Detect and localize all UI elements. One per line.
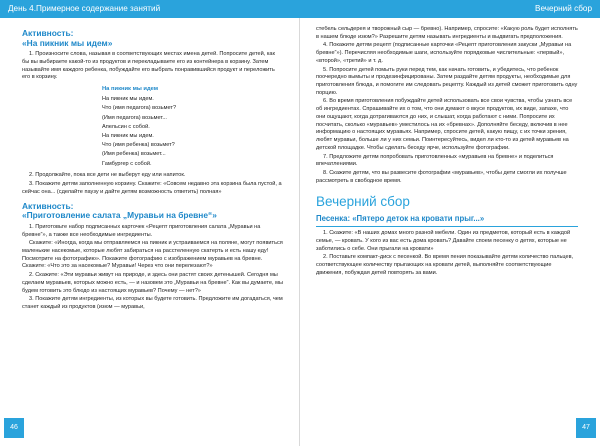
activity2-title <box>22 202 283 221</box>
right-page <box>300 0 600 446</box>
verse-line: (Имя педагога) возьмет... <box>102 114 167 121</box>
verse-line: Апельсин с собой. <box>102 123 150 130</box>
right-page-content <box>316 26 578 416</box>
left-page-content <box>22 26 283 416</box>
right-running-header: Вечерний сбор <box>300 0 600 18</box>
recipe-paragraph: стебель сельдерея и творожный сыр — бревно). Например, спросите: «Какую роль будет исполнять в нашем блюде изюм?» Разрешите детям называть ингредиенты и выдвигать предположения. <box>316 26 578 40</box>
left-page-number: 46 <box>4 418 24 438</box>
verse-line: Гамбургер с собой. <box>102 160 152 167</box>
activity2-label: Активность: <box>22 200 74 211</box>
song-paragraph: 1. Скажите: «В наших домах много разной мебели. Один из предметов, который есть в каждой семье, — кровать. У кого из вас есть дома кровать? Давайте споем песенку о детях, которые не заботились о себе. Они прыгали на кровати» <box>316 230 571 252</box>
left-running-header: День 4.Примерное содержание занятий <box>0 0 300 18</box>
evening-section-title: Вечерний сбор <box>316 194 410 210</box>
right-page-number: 47 <box>576 418 596 438</box>
picnic-verse <box>102 86 283 168</box>
activity1-step3: 3. Покажите детям заполненную корзину. Скажите: «Совсем недавно эта корзина была пустой, а сейчас она... (сделайте паузу и дайте детям возможность ответить) полная» <box>22 181 282 195</box>
activity1-step1: 1. Произносите слова, называя в соответствующих местах имена детей. Попросите детей, как бы вы выбираете какой-то из продуктов и перекладываете его из контейнера в корзину. Затем называйте имя каждого ребенка, побуждайте его выбрать понравившийся продукт и переложить его в корзину. <box>22 51 275 81</box>
verse-line: На пикник мы идем. <box>102 133 154 140</box>
verse-line: На пикник мы идем. <box>102 96 154 103</box>
verse-line: Что (имя педагога) возьмет? <box>102 105 177 112</box>
activity1-label: Активность: <box>22 28 74 38</box>
song-title: Песенка: «Пятеро деток на кровати прыг...» <box>316 214 578 227</box>
activity2-paragraph: Скажите: «Иногда, когда мы отправляемся на пикник и устраиваемся на поляне, могут появиться маленькие насекомые, которые любят забираться на расстеленную скатерть и есть нашу еду! Посмотрите на фотографию». Покажите фотографию с изображением муравьев на бревне. Скажите: «Что это за насекомые? Муравьи! Через что они перелезают?» <box>22 240 283 270</box>
song-paragraph: 2. Поставьте компакт-диск с песенкой. Во время пения показывайте детям количество пальцев, соответствующее количеству прыгающих на кровати детей, выполняйте соответствующие движения, побуждая детей повторять за вами. <box>316 254 574 276</box>
recipe-paragraph: 6. Во время приготовления побуждайте детей использовать все свои чувства, чтобы узнать все об ингредиентах. Спрашивайте их о том, что они думают о вкусе продуктов, их виде, запахе, что они ощущают, когда дотрагиваются до них, и слышат, когда работают с ними. Попросите их посчитать, сколько «муравьев» уместилось на их «бревнах». Дополняйте беседу, включив в нее информацию о настоящих муравьях. Например, спросите детей, какую пищу, с их точки зрения, любят муравьи, больше ли у них семьи. Поинтересуйтесь, видел ли кто-то из детей муравьев на детской площадке. Чтобы сделать беседу ярче, используйте фотографии. <box>316 98 573 151</box>
recipe-paragraph: 5. Попросите детей помыть руки перед тем, как начать готовить, и убедитесь, что ребенок поочередно вымыты и продезинфицированы. Затем раздайте детям продукты, необходимые для приготовления блюда, и помогите им следовать рецепту. Каждый из детей сможет приготовить одну порцию. <box>316 66 578 96</box>
activity2-name: «Приготовление салата „Муравьи на бревне“» <box>22 210 217 221</box>
verse-line: (Имя ребенка) возьмет... <box>102 151 166 158</box>
recipe-paragraph: 7. Предложите детям попробовать приготовленных «муравьев на бревне» и поделиться впечатлениями. <box>316 153 554 168</box>
recipe-paragraph: 8. Скажите детям, что вы развесите фотографии «муравьев», чтобы дети смогли их получше рассмотреть в свободное время. <box>316 169 567 184</box>
activity1-name: «На пикник мы идем» <box>22 37 113 48</box>
activity1-step2: 2. Продолжайте, пока все дети не выберут еду или напиток. <box>29 172 186 179</box>
activity2-paragraph: 2. Скажите: «Эти муравьи живут на природе, и здесь они растят своих детенышей. Сегодня мы сделаем муравьев, которых можно есть, — и назовем это „Муравьи на бревне“. Как вы думаете, мы будем готовить это блюдо из настоящих муравьев? Почему — нет?» <box>22 272 283 294</box>
verse-title: На пикник мы идем <box>102 86 159 93</box>
activity2-paragraph: 1. Приготовьте набор подписанных карточек «Рецепт приготовления салата „Муравьи на бревне“», а также все необходимые ингредиенты. <box>22 223 261 238</box>
verse-line: Что (имя ребенка) возьмет? <box>102 142 175 149</box>
activity1-title <box>22 29 283 48</box>
activity2-paragraph: 3. Покажите детям ингредиенты, из которых вы будете готовить. Предложите им догадаться, чем станет каждый из продуктов (изюм — муравьи, <box>22 296 283 311</box>
recipe-paragraph: 4. Покажите детям рецепт (подписанные карточки «Рецепт приготовления закуски „Муравьи на бревне“»). Перечисляя необходимые шаги, используйте порядковые числительные: «первый», «второй», «третий» и т. д. <box>316 42 572 64</box>
